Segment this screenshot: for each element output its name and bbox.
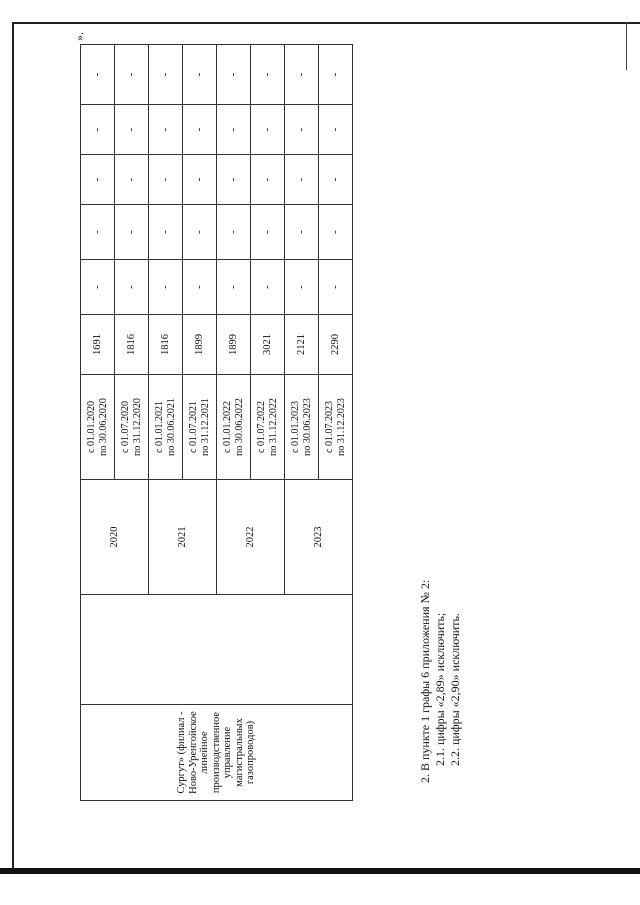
period-line: по 30.06.2021: [165, 398, 177, 456]
dash-cell: -: [285, 260, 319, 315]
value-cell: 1899: [183, 315, 217, 375]
period-line: с 01.01.2023: [290, 401, 301, 453]
period-cell: [81, 375, 115, 480]
dash-cell: -: [81, 205, 115, 260]
dash-cell: -: [81, 105, 115, 155]
year-cell: 2023: [285, 480, 353, 595]
dash-cell: -: [183, 45, 217, 105]
period-line: с 01.07.2022: [256, 401, 267, 453]
organization-line: управление: [222, 726, 234, 779]
period-cell: [149, 375, 183, 480]
dash-cell: -: [217, 45, 251, 105]
dash-cell: -: [319, 155, 353, 205]
dash-cell: -: [217, 205, 251, 260]
dash-cell: -: [183, 260, 217, 315]
scan-border-top: [14, 22, 640, 24]
dash-cell: -: [115, 105, 149, 155]
period-line: по 31.12.2023: [335, 398, 347, 456]
dash-cell: -: [319, 45, 353, 105]
table-row: [81, 45, 115, 801]
scan-border-left: [12, 22, 14, 870]
organization-line: Ново-Уренгойское: [187, 711, 199, 794]
amendment-item-2: 2. В пункте 1 графы 6 приложения № 2:: [418, 579, 432, 783]
period-line: по 31.12.2022: [267, 398, 279, 456]
dash-cell: -: [81, 45, 115, 105]
dash-cell: -: [183, 205, 217, 260]
period-cell: [319, 375, 353, 480]
period-cell: [183, 375, 217, 480]
dash-cell: -: [149, 260, 183, 315]
dash-cell: -: [251, 45, 285, 105]
dash-cell: -: [183, 105, 217, 155]
period-cell: [217, 375, 251, 480]
value-cell: 1816: [115, 315, 149, 375]
period-cell: [251, 375, 285, 480]
amendment-text: [418, 383, 463, 783]
dash-cell: -: [251, 105, 285, 155]
organization-line: газопроводов): [245, 720, 257, 785]
period-line: по 31.12.2021: [199, 398, 211, 456]
dash-cell: -: [183, 155, 217, 205]
year-cell: 2020: [81, 480, 149, 595]
dash-cell: -: [319, 205, 353, 260]
dash-cell: -: [217, 260, 251, 315]
period-line: с 01.01.2020: [86, 401, 97, 453]
dash-cell: -: [81, 260, 115, 315]
dash-cell: -: [251, 155, 285, 205]
tariff-table: [80, 44, 353, 801]
dash-cell: -: [149, 45, 183, 105]
period-line: по 30.06.2023: [301, 398, 313, 456]
dash-cell: -: [149, 205, 183, 260]
dash-cell: -: [149, 105, 183, 155]
scan-edge-right: [626, 22, 627, 70]
organization-line: магистральных: [233, 718, 245, 787]
period-line: с 01.01.2021: [154, 401, 165, 453]
value-cell: 2121: [285, 315, 319, 375]
year-cell: 2021: [149, 480, 217, 595]
dash-cell: -: [115, 205, 149, 260]
period-line: по 31.12.2020: [131, 398, 143, 456]
amendment-item-2-1: 2.1. цифры «2,89» исключить;: [433, 612, 447, 766]
dash-cell: -: [285, 45, 319, 105]
dash-cell: -: [285, 155, 319, 205]
period-line: с 01.07.2021: [188, 401, 199, 453]
dash-cell: -: [285, 205, 319, 260]
year-cell: 2022: [217, 480, 285, 595]
value-cell: 2290: [319, 315, 353, 375]
value-cell: 3021: [251, 315, 285, 375]
dash-cell: -: [285, 105, 319, 155]
period-cell: [285, 375, 319, 480]
dash-cell: -: [217, 105, 251, 155]
document-body: [20, 25, 620, 805]
dash-cell: -: [319, 105, 353, 155]
value-cell: 1816: [149, 315, 183, 375]
amendment-item-2-2: 2.2. цифры «2,90» исключить.: [448, 613, 462, 766]
value-cell: 1899: [217, 315, 251, 375]
dash-cell: -: [319, 260, 353, 315]
period-line: по 30.06.2020: [97, 398, 109, 456]
period-line: с 01.01.2022: [222, 401, 233, 453]
dash-cell: -: [81, 155, 115, 205]
empty-column-cell: [81, 595, 353, 705]
scan-border-bottom: [0, 868, 640, 874]
dash-cell: -: [115, 45, 149, 105]
organization-cell: [81, 705, 353, 801]
organization-line: Сургут» (филиал -: [176, 711, 188, 794]
value-cell: 1691: [81, 315, 115, 375]
organization-line: линейное: [199, 731, 211, 774]
period-line: с 01.07.2023: [324, 401, 335, 453]
dash-cell: -: [251, 260, 285, 315]
dash-cell: -: [115, 260, 149, 315]
organization-line: производственное: [210, 711, 222, 794]
dash-cell: -: [217, 155, 251, 205]
closing-quote-mark: ».: [72, 32, 86, 41]
period-cell: [115, 375, 149, 480]
dash-cell: -: [251, 205, 285, 260]
dash-cell: -: [115, 155, 149, 205]
period-line: по 30.06.2022: [233, 398, 245, 456]
period-line: с 01.07.2020: [120, 401, 131, 453]
rotated-page-content: [20, 25, 620, 805]
dash-cell: -: [149, 155, 183, 205]
